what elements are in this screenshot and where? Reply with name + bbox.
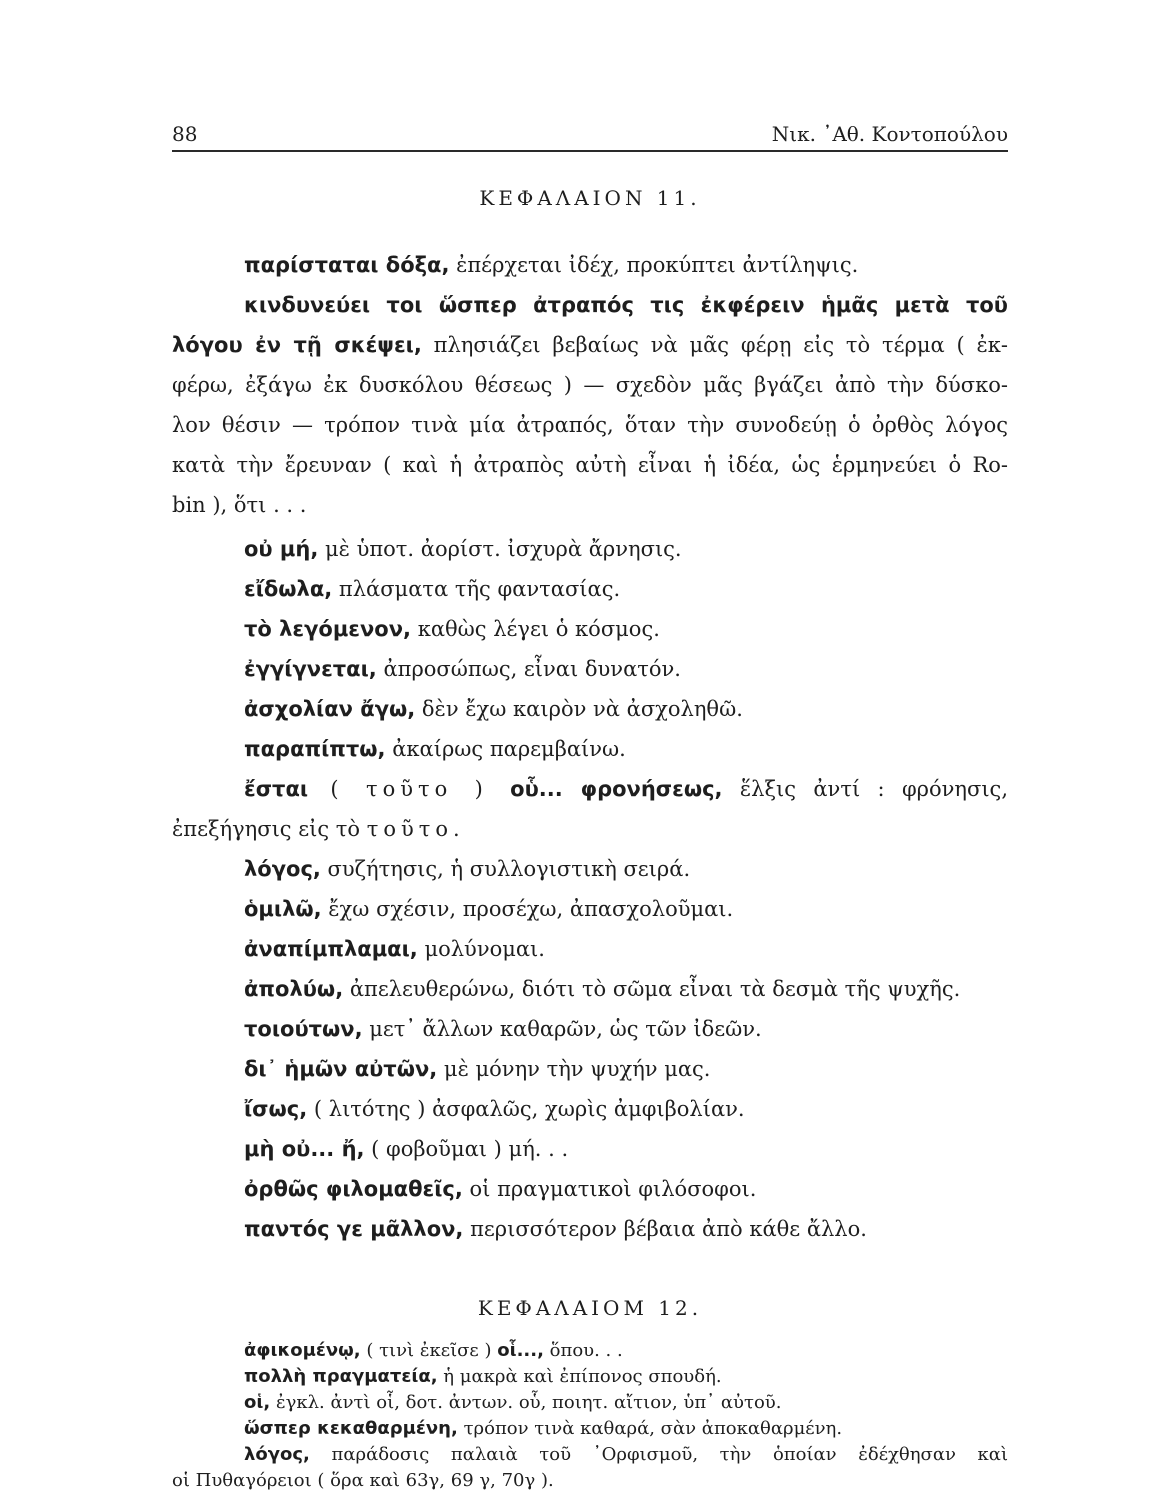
glossary-gloss: ( φοβοῦμαι ) μή. . . — [364, 1137, 569, 1161]
glossary-line — [244, 929, 1008, 969]
glossary-gloss: φέρω, ἐξάγω ἐκ δυσκόλου θέσεως ) — σχεδὸν μᾶς βγάζει ἀπὸ τὴν δύσκο- — [172, 373, 1008, 397]
glossary-line — [244, 1209, 1008, 1249]
glossary-gloss: bin ), ὅτι . . . — [172, 493, 307, 517]
glossary-gloss: περισσότερον βέβαια ἀπὸ κάθε ἄλλο. — [463, 1217, 867, 1241]
glossary-line — [244, 1089, 1008, 1129]
running-title: Νικ. ᾿Αθ. Κοντοπούλου — [771, 122, 1008, 146]
glossary-line — [172, 1468, 1008, 1494]
glossary-term: μὴ οὐ... ἤ, — [244, 1137, 365, 1161]
glossary-line — [244, 889, 1008, 929]
glossary-gloss: καθὼς λέγει ὁ κόσμος. — [411, 617, 660, 641]
glossary-term: ἀναπίμπλαμαι, — [244, 937, 418, 961]
glossary-line — [244, 285, 1008, 325]
glossary-line — [244, 1442, 1008, 1468]
page-number: 88 — [172, 122, 198, 146]
glossary-gloss: ἕλξις ἀντί : φρόνησις, — [722, 777, 1008, 801]
glossary-gloss: μὲ μόνην τὴν ψυχήν μας. — [437, 1057, 711, 1081]
glossary-line — [172, 485, 1008, 525]
glossary-term: οὗ... φρονήσεως, — [510, 777, 723, 801]
glossary-line — [244, 969, 1008, 1009]
glossary-line — [244, 1390, 1008, 1416]
glossary-term: οἱ, — [244, 1392, 271, 1413]
glossary-spaced-word: τοῦτο. — [366, 817, 465, 841]
glossary-gloss: ( τινὶ ἐκεῖσε ) — [360, 1340, 498, 1361]
glossary-gloss: ἐπεξήγησις εἰς τὸ — [172, 817, 367, 841]
glossary-line — [244, 609, 1008, 649]
glossary-line — [244, 769, 1008, 809]
glossary-line — [244, 1338, 1008, 1364]
glossary-term: λόγου ἐν τῇ σκέψει, — [172, 333, 422, 357]
glossary-term: οὐ μή, — [244, 537, 319, 561]
glossary-term: οἷ..., — [497, 1340, 544, 1361]
glossary-line — [244, 1169, 1008, 1209]
glossary-term: ἀφικομένῳ, — [244, 1340, 361, 1361]
chapter-12-title: ΚΕΦΑΛΑΙΟΜ 12. — [477, 1296, 703, 1320]
glossary-gloss: μετ᾿ ἄλλων καθαρῶν, ὡς τῶν ἰδεῶν. — [362, 1017, 762, 1041]
glossary-gloss: οἱ Πυθαγόρειοι ( ὅρα καὶ 63γ, 69 γ, 70γ ). — [172, 1470, 554, 1491]
glossary-line — [172, 365, 1008, 405]
glossary-gloss: ἀπελευθερώνω, διότι τὸ σῶμα εἶναι τὰ δεσμὰ τῆς ψυχῆς. — [343, 977, 961, 1001]
glossary-term: τοιούτων, — [244, 1017, 363, 1041]
glossary-term: ὀρθῶς φιλομαθεῖς, — [244, 1177, 463, 1201]
glossary-line — [244, 1416, 1008, 1442]
glossary-line — [244, 729, 1008, 769]
glossary-gloss: μολύνομαι. — [417, 937, 545, 961]
glossary-gloss: ἀπροσώπως, εἶναι δυνατόν. — [376, 657, 681, 681]
glossary-term: δι᾿ ἡμῶν αὐτῶν, — [244, 1057, 438, 1081]
glossary-line — [244, 1009, 1008, 1049]
glossary-gloss: πλησιάζει βεβαίως νὰ μᾶς φέρῃ εἰς τὸ τέρμα ( ἐκ- — [421, 333, 1008, 357]
glossary-gloss: συζήτησις, ἡ συλλογιστικὴ σειρά. — [320, 857, 691, 881]
glossary-term: παρίσταται δόξα, — [244, 253, 450, 277]
glossary-term: κινδυνεύει τοι ὥσπερ ἀτραπός τις ἐκφέρειν ἡμᾶς μετὰ τοῦ — [244, 293, 1008, 317]
glossary-gloss: ἔχω σχέσιν, προσέχω, ἀπασχολοῦμαι. — [321, 897, 734, 921]
glossary-line — [244, 849, 1008, 889]
page-header — [172, 118, 1008, 148]
glossary-term: εἴδωλα, — [244, 577, 333, 601]
glossary-gloss: πλάσματα τῆς φαντασίας. — [332, 577, 621, 601]
glossary-term: λόγος, — [244, 857, 321, 881]
glossary-line — [244, 1049, 1008, 1089]
glossary-term: ἀπολύω, — [244, 977, 344, 1001]
glossary-gloss: λον θέσιν — τρόπον τινὰ μία ἀτραπός, ὅταν τὴν συνοδεύῃ ὁ ὀρθὸς λόγος — [172, 413, 1008, 437]
glossary-line — [172, 809, 1008, 849]
glossary-term: πολλὴ πραγματεία, — [244, 1366, 438, 1387]
glossary-gloss: δὲν ἔχω καιρὸν νὰ ἀσχοληθῶ. — [415, 697, 743, 721]
glossary-gloss: παράδοσις παλαιὰ τοῦ ᾿Ορφισμοῦ, τὴν ὁποίαν ἐδέχθησαν καὶ — [309, 1444, 1008, 1465]
glossary-line — [172, 405, 1008, 445]
glossary-gloss: ( λιτότης ) ἀσφαλῶς, χωρὶς ἀμφιβολίαν. — [307, 1097, 745, 1121]
glossary-line — [244, 649, 1008, 689]
glossary-gloss: ἡ μακρὰ καὶ ἐπίπονος σπουδή. — [437, 1366, 722, 1387]
glossary-spaced-word: ( τοῦτο ) — [308, 777, 511, 801]
glossary-gloss: τρόπον τινὰ καθαρά, σὰν ἀποκαθαρμένη. — [457, 1418, 843, 1439]
glossary-term: λόγος, — [244, 1444, 310, 1465]
glossary-term: τὸ λεγόμενον, — [244, 617, 412, 641]
glossary-term: παντός γε μᾶλλον, — [244, 1217, 464, 1241]
glossary-line — [244, 529, 1008, 569]
glossary-line — [244, 245, 1008, 285]
glossary-gloss: ἐπέρχεται ἰδέχ, προκύπτει ἀντίληψις. — [449, 253, 859, 277]
glossary-line — [244, 1129, 1008, 1169]
glossary-line — [172, 325, 1008, 365]
glossary-term: ὁμιλῶ, — [244, 897, 322, 921]
glossary-line — [244, 569, 1008, 609]
glossary-term: ἐγγίγνεται, — [244, 657, 377, 681]
glossary-term: ἔσται — [244, 777, 309, 801]
glossary-gloss: ἐγκλ. ἀντὶ οἷ, δοτ. ἀντων. οὗ, ποιητ. αἴτιον, ὑπ᾿ αὐτοῦ. — [270, 1392, 782, 1413]
glossary-term: ὥσπερ κεκαθαρμένη, — [244, 1418, 458, 1439]
glossary-gloss: μὲ ὑποτ. ἀορίστ. ἰσχυρὰ ἄρνησις. — [318, 537, 682, 561]
glossary-gloss: ὅπου. . . — [543, 1340, 623, 1361]
glossary-line — [244, 689, 1008, 729]
header-rule — [172, 150, 1008, 152]
glossary-line — [244, 1364, 1008, 1390]
chapter-11-title: ΚΕΦΑΛΑΙΟΝ 11. — [479, 186, 701, 210]
glossary-line — [172, 445, 1008, 485]
glossary-gloss: κατὰ τὴν ἔρευναν ( καὶ ἡ ἀτραπὸς αὐτὴ εἶναι ἡ ἰδέα, ὡς ἑρμηνεύει ὁ Ro- — [172, 453, 1008, 477]
glossary-gloss: οἱ πραγματικοὶ φιλόσοφοι. — [462, 1177, 757, 1201]
glossary-term: παραπίπτω, — [244, 737, 386, 761]
glossary-term: ἴσως, — [244, 1097, 308, 1121]
glossary-gloss: ἀκαίρως παρεμβαίνω. — [385, 737, 626, 761]
glossary-term: ἀσχολίαν ἄγω, — [244, 697, 416, 721]
